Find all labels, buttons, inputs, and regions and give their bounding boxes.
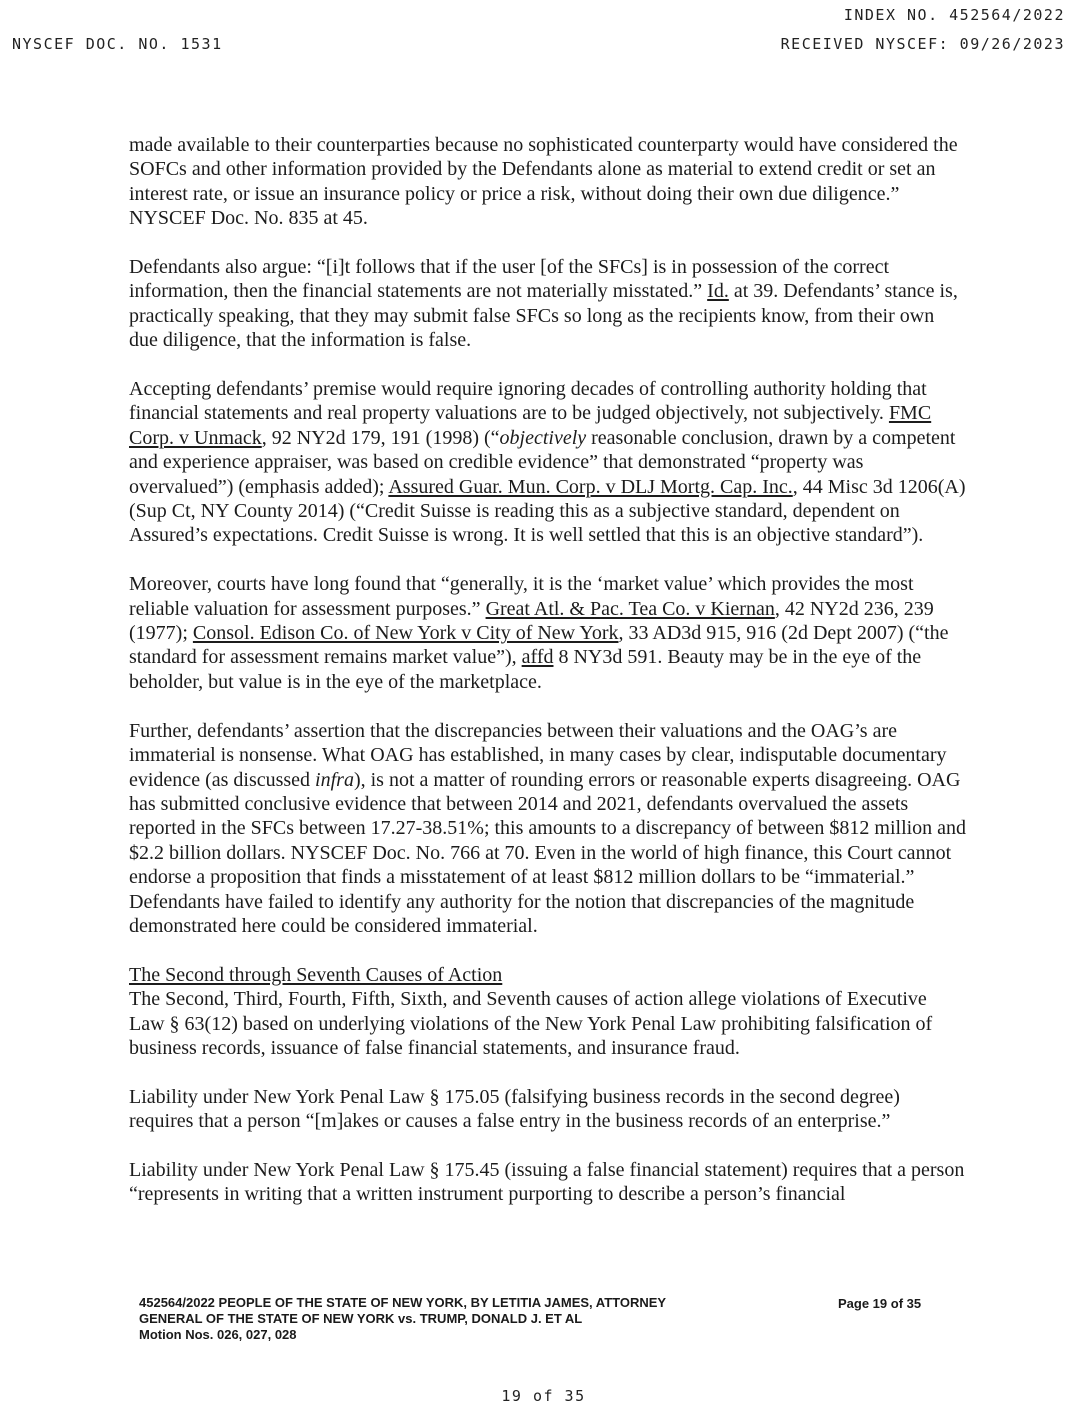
case-citation-consol-edison: Consol. Edison Co. of New York v City of New York xyxy=(192,622,619,645)
paragraph-2 xyxy=(129,255,967,353)
paragraph-7: Liability under New York Penal Law § 175.05 (falsifying business records in the second degree) requires that a person “[m]akes or causes a false entry in the business records of an enterprise.” xyxy=(129,1085,900,1133)
emphasis-infra: infra xyxy=(315,768,354,791)
citation-affd: affd xyxy=(521,646,554,669)
footer-caption xyxy=(139,1295,759,1343)
paragraph-8: Liability under New York Penal Law § 175.45 (issuing a false financial statement) requires that a person “represents in writing that a written instrument purporting to describe a person’s financial xyxy=(129,1158,965,1206)
paragraph-4-text-b: , 42 NY2d 236, 239 (1977); xyxy=(129,597,934,645)
index-number: INDEX NO. 452564/2022 xyxy=(843,6,1065,24)
case-citation-fmc: FMC Corp. v Unmack xyxy=(129,402,932,449)
footer-line-2: GENERAL OF THE STATE OF NEW YORK vs. TRUMP, DONALD J. ET AL xyxy=(139,1311,583,1326)
paragraph-3-text-b: , 92 NY2d 179, 191 (1998) (“ xyxy=(261,426,500,449)
paragraph-5-text-a: Further, defendants’ assertion that the discrepancies between their valuations and the OAG’s are immaterial is nonsense. What OAG has established, in many cases by clear, indisputable documentary evidence (as discussed xyxy=(129,719,947,791)
paragraph-4-text-d: 8 NY3d 591. Beauty may be in the eye of the beholder, but value is in the eye of the marketplace. xyxy=(129,646,922,693)
paragraph-4 xyxy=(129,572,967,694)
paragraph-3-text-c: reasonable conclusion, drawn by a competent and experience appraiser, was based on credible evidence” that demonstrated “property was overvalued”) (emphasis added); xyxy=(129,426,956,498)
paragraph-2-text-b: at 39. Defendants’ stance is, practically speaking, that they may submit false SFCs so long as the recipients know, from their own due diligence, that the information is false. xyxy=(129,280,958,352)
paragraph-3-text-d: , 44 Misc 3d 1206(A) (Sup Ct, NY County 2014) (“Credit Suisse is reading this as a subjective standard, dependent on Assured’s expectations. Credit Suisse is wrong. It is well settled that this is an objective standard”). xyxy=(129,475,966,547)
citation-id: Id. xyxy=(707,280,729,303)
case-citation-assured: Assured Guar. Mun. Corp. v DLJ Mortg. Cap. Inc. xyxy=(388,475,793,498)
paragraph-6: The Second, Third, Fourth, Fifth, Sixth, and Seventh causes of action allege violations of Executive Law § 63(12) based on underlying violations of the New York Penal Law prohibiting falsification of business records, issuance of false financial statements, and insurance fraud. xyxy=(129,988,933,1059)
section-heading: The Second through Seventh Causes of Action xyxy=(129,963,503,986)
paragraph-5-text-b: ), is not a matter of rounding errors or reasonable experts disagreeing. OAG has submitted conclusive evidence that between 2014 and 2021, defendants overvalued the assets reported in the SFCs between 17.27-38.51%; this amounts to a discrepancy of between $812 million and $2.2 billion dollars. NYSCEF Doc. No. 766 at 70. Even in the world of high finance, this Court cannot endorse a proposition that finds a misstatement of at least $812 million dollars to be “immaterial.” Defendants have failed to identify any authority for the notion that discrepancies of the magnitude demonstrated here could be considered immaterial. xyxy=(129,768,967,937)
emphasis-objectively: objectively xyxy=(499,426,587,449)
paragraph-5 xyxy=(129,719,967,939)
paragraph-1: made available to their counterparties because no sophisticated counterparty would have considered the SOFCs and other information provided by the Defendants alone as material to extend credit or set an interest rate, or issue an insurance policy or price a risk, without doing their own due diligence.” NYSCEF Doc. No. 835 at 45. xyxy=(129,134,958,230)
paragraph-4-text-c: , 33 AD3d 915, 916 (2d Dept 2007) (“the standard for assessment remains market value”), xyxy=(129,622,949,669)
footer-line-3: Motion Nos. 026, 027, 028 xyxy=(139,1327,297,1342)
case-citation-great-atl: Great Atl. & Pac. Tea Co. v Kiernan xyxy=(485,597,775,620)
paragraph-2-text-a: Defendants also argue: “[i]t follows that if the user [of the SFCs] is in possession of the correct information, then the financial statements are not materially misstated.” xyxy=(129,256,890,303)
paragraph-4-text-a: Moreover, courts have long found that “generally, it is the ‘market value’ which provides the most reliable valuation for assessment purposes.” xyxy=(129,573,914,620)
nyscef-doc-number: NYSCEF DOC. NO. 1531 xyxy=(12,35,223,53)
document-body xyxy=(129,133,967,1231)
page-counter: 19 of 35 xyxy=(501,1387,586,1405)
footer-line-1: 452564/2022 PEOPLE OF THE STATE OF NEW YORK, BY LETITIA JAMES, ATTORNEY xyxy=(139,1295,667,1310)
received-date: RECEIVED NYSCEF: 09/26/2023 xyxy=(780,35,1065,53)
paragraph-3-text-a: Accepting defendants’ premise would require ignoring decades of controlling authority holding that financial statements and real property valuations are to be judged objectively, not subjectively. xyxy=(129,378,927,425)
footer-page-number: Page 19 of 35 xyxy=(838,1296,922,1311)
paragraph-3 xyxy=(129,377,967,548)
